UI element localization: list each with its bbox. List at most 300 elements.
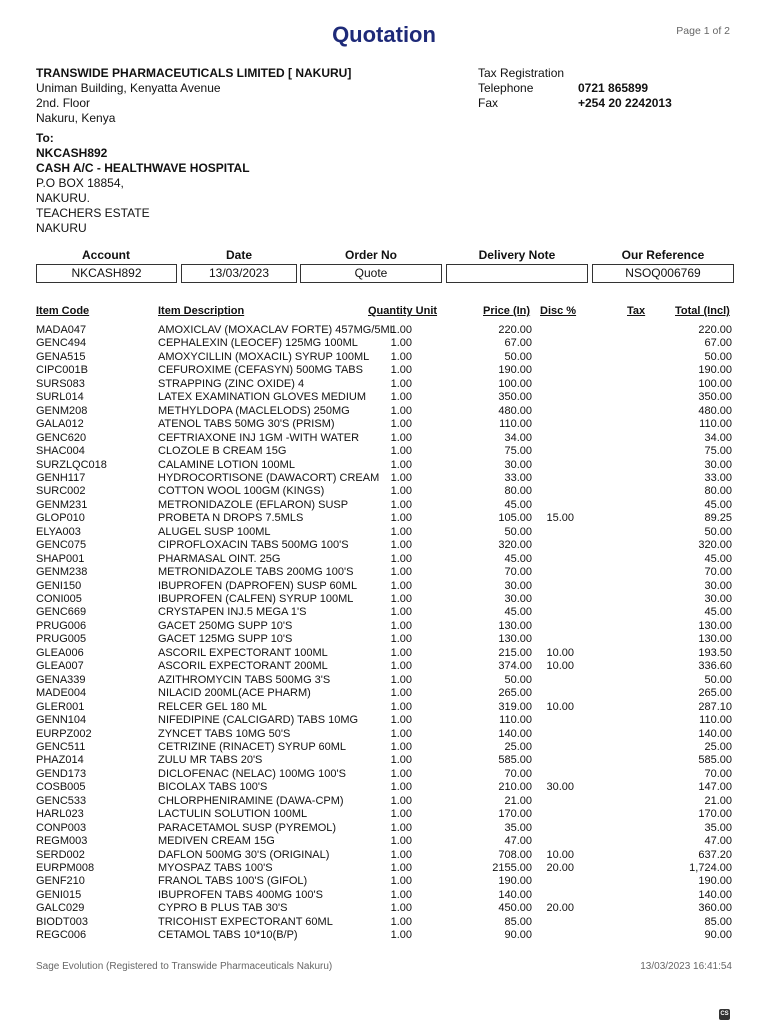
item-total: 33.00 — [704, 471, 732, 484]
item-total: 85.00 — [704, 915, 732, 928]
item-quantity: 1.00 — [390, 929, 412, 942]
item-price: 220.00 — [498, 324, 532, 336]
table-row — [0, 754, 768, 767]
item-total: 220.00 — [698, 324, 732, 336]
item-code: BIODT003 — [36, 915, 88, 928]
table-row — [0, 580, 768, 593]
item-total: 190.00 — [698, 364, 732, 377]
item-price: 80.00 — [504, 485, 532, 498]
item-code: GLOP010 — [36, 512, 85, 525]
item-quantity: 1.00 — [390, 915, 412, 928]
col-header-tax: Tax — [627, 305, 646, 317]
item-total: 45.00 — [704, 498, 732, 511]
table-row — [0, 902, 768, 915]
item-description: ZULU MR TABS 20'S — [158, 754, 263, 767]
item-total: 130.00 — [698, 633, 732, 646]
table-row — [0, 593, 768, 606]
item-quantity: 1.00 — [390, 767, 412, 780]
table-row — [0, 647, 768, 660]
table-row — [0, 862, 768, 875]
item-description: IBUPROFEN TABS 400MG 100'S — [158, 888, 323, 901]
item-quantity: 1.00 — [390, 566, 412, 579]
table-row — [0, 324, 768, 337]
item-price: 190.00 — [498, 875, 532, 888]
item-code: GENM231 — [36, 498, 88, 511]
item-description: CYPRO B PLUS TAB 30'S — [158, 902, 288, 915]
col-header-disc: Disc % — [540, 305, 577, 317]
table-row — [0, 822, 768, 835]
item-description: METRONIDAZOLE TABS 200MG 100'S — [158, 566, 354, 579]
item-code: CONI005 — [36, 593, 82, 605]
item-total: 350.00 — [698, 391, 732, 404]
item-code: GLEA007 — [36, 660, 84, 673]
item-discount: 10.00 — [546, 660, 574, 673]
item-total: 50.00 — [704, 673, 732, 686]
item-code: GENC669 — [36, 606, 87, 619]
table-row — [0, 875, 768, 888]
item-total: 193.50 — [698, 646, 732, 659]
item-code: GENC075 — [36, 539, 87, 552]
table-row — [0, 512, 768, 525]
item-description: STRAPPING (ZINC OXIDE) 4 — [158, 377, 305, 390]
table-row — [0, 337, 768, 350]
item-price: 47.00 — [504, 835, 532, 848]
item-total: 90.00 — [704, 929, 732, 942]
item-code: SHAP001 — [36, 552, 85, 565]
item-quantity: 1.00 — [390, 364, 412, 377]
item-code: CIPC001B — [36, 364, 88, 377]
table-row — [0, 728, 768, 741]
footer-timestamp: 13/03/2023 16:41:54 — [640, 961, 732, 972]
item-code: GENC511 — [36, 740, 86, 753]
item-code: GALC029 — [36, 902, 85, 915]
item-quantity: 1.00 — [390, 902, 412, 915]
table-row — [0, 741, 768, 754]
item-discount: 10.00 — [546, 700, 574, 713]
company-address-line: Uniman Building, Kenyatta Avenue — [36, 81, 221, 95]
item-total: 89.25 — [704, 512, 732, 525]
table-row — [0, 539, 768, 552]
table-row — [0, 687, 768, 700]
item-description: PARACETAMOL SUSP (PYREMOL) — [158, 821, 337, 834]
table-row — [0, 459, 768, 472]
table-row — [0, 606, 768, 619]
item-quantity: 1.00 — [390, 324, 412, 336]
item-description: ASCORIL EXPECTORANT 100ML — [158, 646, 328, 659]
item-price: 585.00 — [498, 754, 532, 767]
table-row — [0, 929, 768, 942]
item-total: 35.00 — [704, 821, 732, 834]
item-price: 110.00 — [499, 418, 532, 431]
item-description: MEDIVEN CREAM 15G — [158, 835, 275, 848]
item-total: 70.00 — [704, 566, 732, 579]
item-quantity: 1.00 — [390, 633, 412, 646]
item-price: 210.00 — [498, 781, 532, 794]
item-quantity: 1.00 — [390, 539, 412, 552]
col-header-item-description: Item Description — [158, 305, 245, 317]
item-code: GLEA006 — [36, 646, 84, 659]
item-total: 147.00 — [698, 781, 732, 794]
item-price: 34.00 — [504, 431, 532, 444]
item-price: 480.00 — [498, 404, 532, 417]
table-row — [0, 916, 768, 929]
item-code: GENI015 — [36, 888, 82, 901]
item-price: 350.00 — [498, 391, 532, 404]
item-code: GENI150 — [36, 579, 82, 592]
item-total: 360.00 — [698, 902, 732, 915]
item-quantity: 1.00 — [390, 445, 412, 458]
item-total: 30.00 — [704, 579, 732, 592]
item-discount: 10.00 — [546, 848, 574, 861]
item-code: SURL014 — [36, 391, 84, 404]
item-code: SURZLQC018 — [36, 458, 107, 471]
item-description: CETRIZINE (RINACET) SYRUP 60ML — [158, 740, 347, 753]
item-quantity: 1.00 — [390, 660, 412, 673]
item-code: MADA047 — [36, 324, 87, 336]
item-discount: 20.00 — [546, 902, 574, 915]
item-code: EURPZ002 — [36, 727, 92, 740]
to-label: To: — [36, 131, 54, 145]
item-quantity: 1.00 — [390, 835, 412, 848]
item-quantity: 1.00 — [390, 700, 412, 713]
item-quantity: 1.00 — [390, 350, 412, 363]
item-code: SURS083 — [36, 377, 85, 390]
table-row — [0, 364, 768, 377]
col-header-total: Total (Incl) — [675, 305, 730, 317]
item-total: 190.00 — [698, 875, 732, 888]
table-row — [0, 432, 768, 445]
item-price: 25.00 — [504, 740, 532, 753]
recipient-address-line: NAKURU. — [36, 191, 91, 205]
item-price: 67.00 — [504, 337, 532, 350]
item-quantity: 1.00 — [390, 673, 412, 686]
item-total: 67.00 — [704, 337, 732, 350]
item-description: GACET 250MG SUPP 10'S — [158, 619, 293, 632]
item-total: 110.00 — [699, 714, 732, 727]
item-total: 21.00 — [704, 794, 732, 807]
item-code: GENA515 — [36, 350, 86, 363]
tax-registration-label: Tax Registration — [478, 66, 565, 80]
item-description: METHYLDOPA (MACLELODS) 250MG — [158, 404, 350, 417]
item-code: GENA339 — [36, 673, 86, 686]
item-quantity: 1.00 — [390, 821, 412, 834]
item-price: 50.00 — [504, 525, 532, 538]
item-total: 25.00 — [704, 740, 732, 753]
our-reference-label: Our Reference — [621, 248, 705, 262]
item-description: FRANOL TABS 100'S (GIFOL) — [158, 875, 308, 888]
item-discount: 20.00 — [546, 862, 574, 874]
item-code: GENM238 — [36, 566, 88, 579]
item-description: CEFTRIAXONE INJ 1GM -WITH WATER — [158, 431, 360, 444]
item-description: CALAMINE LOTION 100ML — [158, 458, 295, 471]
item-code: HARL023 — [36, 808, 84, 821]
item-description: LACTULIN SOLUTION 100ML — [158, 808, 308, 821]
telephone-label: Telephone — [478, 81, 534, 95]
item-description: PROBETA N DROPS 7.5MLS — [158, 512, 304, 525]
item-price: 45.00 — [504, 606, 532, 619]
order-no-label: Order No — [344, 248, 397, 262]
item-description: DAFLON 500MG 30'S (ORIGINAL) — [158, 848, 330, 861]
cs-badge: CS — [719, 1009, 730, 1020]
footer-software: Sage Evolution (Registered to Transwide Pharmaceuticals Nakuru) — [36, 961, 333, 972]
delivery-note-label: Delivery Note — [478, 248, 556, 262]
item-quantity: 1.00 — [390, 794, 412, 807]
item-quantity: 1.00 — [390, 606, 412, 619]
tax-info-block — [478, 66, 738, 111]
item-quantity: 1.00 — [390, 498, 412, 511]
item-price: 90.00 — [504, 929, 532, 942]
item-description: HYDROCORTISONE (DAWACORT) CREAM — [158, 471, 380, 484]
item-price: 30.00 — [504, 458, 532, 471]
item-quantity: 1.00 — [390, 404, 412, 417]
item-code: GENH117 — [36, 471, 86, 484]
table-row — [0, 768, 768, 781]
item-code: MADE004 — [36, 687, 87, 700]
item-total: 110.00 — [699, 418, 732, 431]
fax-value: +254 20 2242013 — [578, 96, 672, 110]
item-total: 34.00 — [704, 431, 732, 444]
item-price: 130.00 — [498, 633, 532, 646]
item-total: 50.00 — [704, 525, 732, 538]
item-description: CIPROFLOXACIN TABS 500MG 100'S — [158, 539, 349, 552]
item-quantity: 1.00 — [390, 808, 412, 821]
item-code: GEND173 — [36, 767, 87, 780]
item-description: CEFUROXIME (CEFASYN) 500MG TABS — [158, 364, 363, 377]
item-description: IBUPROFEN (CALFEN) SYRUP 100ML — [158, 593, 354, 605]
item-price: 130.00 — [498, 619, 532, 632]
item-total: 30.00 — [704, 593, 732, 605]
item-code: GENF210 — [36, 875, 85, 888]
item-total: 80.00 — [704, 485, 732, 498]
item-price: 70.00 — [504, 767, 532, 780]
table-row — [0, 889, 768, 902]
item-code: SHAC004 — [36, 445, 85, 458]
item-price: 170.00 — [498, 808, 532, 821]
item-total: 47.00 — [704, 835, 732, 848]
item-total: 70.00 — [704, 767, 732, 780]
table-row — [0, 633, 768, 646]
item-quantity: 1.00 — [390, 458, 412, 471]
recipient-address-line: NAKURU — [36, 221, 87, 235]
item-description: ALUGEL SUSP 100ML — [158, 525, 271, 538]
item-price: 50.00 — [504, 673, 532, 686]
item-price: 450.00 — [498, 902, 532, 915]
recipient-block — [36, 131, 250, 236]
item-description: NILACID 200ML(ACE PHARM) — [158, 687, 311, 700]
item-description: CRYSTAPEN INJ.5 MEGA 1'S — [158, 606, 307, 619]
item-price: 100.00 — [498, 377, 532, 390]
item-price: 45.00 — [504, 498, 532, 511]
item-code: GENC533 — [36, 794, 87, 807]
item-price: 35.00 — [504, 821, 532, 834]
telephone-value: 0721 865899 — [578, 81, 649, 95]
item-description: IBUPROFEN (DAPROFEN) SUSP 60ML — [158, 579, 358, 592]
item-price: 708.00 — [498, 848, 532, 861]
item-total: 480.00 — [698, 404, 732, 417]
item-description: GACET 125MG SUPP 10'S — [158, 633, 293, 646]
table-row — [0, 849, 768, 862]
item-quantity: 1.00 — [390, 337, 412, 350]
item-price: 265.00 — [498, 687, 532, 700]
item-description: RELCER GEL 180 ML — [158, 700, 268, 713]
item-price: 75.00 — [504, 445, 532, 458]
item-price: 2155.00 — [492, 862, 532, 874]
recipient-address-line: TEACHERS ESTATE — [36, 206, 150, 220]
document-title: Quotation — [332, 22, 436, 47]
item-discount: 30.00 — [546, 781, 574, 794]
item-quantity: 1.00 — [390, 431, 412, 444]
item-total: 140.00 — [698, 727, 732, 740]
company-address-line: Nakuru, Kenya — [36, 111, 116, 125]
item-code: PRUG005 — [36, 633, 87, 646]
item-description: ZYNCET TABS 10MG 50'S — [158, 727, 291, 740]
fax-label: Fax — [478, 96, 499, 110]
col-header-price: Price (In) — [483, 305, 531, 317]
table-row — [0, 808, 768, 821]
item-price: 190.00 — [498, 364, 532, 377]
table-row — [0, 795, 768, 808]
col-header-item-code: Item Code — [36, 305, 90, 317]
item-total: 50.00 — [704, 350, 732, 363]
item-description: PHARMASAL OINT. 25G — [158, 552, 281, 565]
item-description: CEPHALEXIN (LEOCEF) 125MG 100ML — [158, 337, 358, 350]
our-reference-box: NSOQ006769 — [592, 264, 734, 283]
account-label: Account — [82, 248, 130, 262]
item-quantity: 1.00 — [390, 485, 412, 498]
item-description: TRICOHIST EXPECTORANT 60ML — [158, 915, 333, 928]
item-description: CETAMOL TABS 10*10(B/P) — [158, 929, 298, 942]
item-price: 140.00 — [498, 727, 532, 740]
company-block — [36, 66, 351, 126]
item-quantity: 1.00 — [390, 593, 412, 605]
item-code: CONP003 — [36, 821, 87, 834]
item-price: 45.00 — [504, 552, 532, 565]
table-row — [0, 553, 768, 566]
item-quantity: 1.00 — [390, 740, 412, 753]
item-code: GALA012 — [36, 418, 84, 431]
date-label: Date — [225, 248, 252, 262]
item-total: 585.00 — [698, 754, 732, 767]
table-row — [0, 418, 768, 431]
item-quantity: 1.00 — [390, 875, 412, 888]
item-price: 215.00 — [498, 646, 532, 659]
table-row — [0, 472, 768, 485]
item-code: GENM208 — [36, 404, 88, 417]
item-total: 45.00 — [704, 552, 732, 565]
table-row — [0, 701, 768, 714]
item-code: GENC494 — [36, 337, 87, 350]
table-row — [0, 835, 768, 848]
item-price: 320.00 — [498, 539, 532, 552]
table-row — [0, 714, 768, 727]
item-quantity: 1.00 — [390, 781, 412, 794]
item-price: 30.00 — [504, 593, 532, 605]
item-quantity: 1.00 — [390, 646, 412, 659]
item-description: NIFEDIPINE (CALCIGARD) TABS 10MG — [158, 714, 359, 727]
item-description: AMOXICLAV (MOXACLAV FORTE) 457MG/5ML — [158, 324, 396, 336]
table-row — [0, 499, 768, 512]
item-total: 1,724.00 — [689, 862, 732, 874]
item-code: GLER001 — [36, 700, 85, 713]
item-description: MYOSPAZ TABS 100'S — [158, 862, 273, 874]
item-quantity: 1.00 — [390, 888, 412, 901]
item-code: PRUG006 — [36, 619, 87, 632]
item-description: CHLORPHENIRAMINE (DAWA-CPM) — [158, 794, 344, 807]
recipient-name: CASH A/C - HEALTHWAVE HOSPITAL — [36, 161, 250, 175]
item-discount: 15.00 — [546, 512, 574, 525]
item-total: 170.00 — [698, 808, 732, 821]
item-description: CLOZOLE B CREAM 15G — [158, 445, 287, 458]
company-address-line: 2nd. Floor — [36, 96, 91, 110]
item-quantity: 1.00 — [390, 391, 412, 404]
item-total: 100.00 — [698, 377, 732, 390]
table-row — [0, 405, 768, 418]
item-total: 75.00 — [704, 445, 732, 458]
table-row — [0, 351, 768, 364]
table-row — [0, 485, 768, 498]
company-name: TRANSWIDE PHARMACEUTICALS LIMITED [ NAKURU] — [36, 66, 352, 80]
item-price: 105.00 — [498, 512, 532, 525]
item-quantity: 1.00 — [390, 377, 412, 390]
item-description: METRONIDAZOLE (EFLARON) SUSP — [158, 498, 349, 511]
item-total: 130.00 — [698, 619, 732, 632]
item-total: 287.10 — [698, 700, 732, 713]
table-row — [0, 566, 768, 579]
item-price: 319.00 — [498, 700, 532, 713]
table-row — [0, 378, 768, 391]
account-box: NKCASH892 — [36, 264, 177, 283]
item-total: 30.00 — [704, 458, 732, 471]
item-total: 265.00 — [698, 687, 732, 700]
item-total: 45.00 — [704, 606, 732, 619]
item-price: 70.00 — [504, 566, 532, 579]
item-quantity: 1.00 — [390, 727, 412, 740]
table-row — [0, 391, 768, 404]
item-quantity: 1.00 — [390, 471, 412, 484]
table-row — [0, 620, 768, 633]
table-row — [0, 526, 768, 539]
item-quantity: 1.00 — [390, 619, 412, 632]
item-price: 21.00 — [504, 794, 532, 807]
item-price: 140.00 — [498, 888, 532, 901]
item-quantity: 1.00 — [390, 525, 412, 538]
table-row — [0, 674, 768, 687]
item-code: SURC002 — [36, 485, 86, 498]
page-number: Page 1 of 2 — [676, 25, 730, 37]
order-no-box: Quote — [300, 264, 442, 283]
item-description: ASCORIL EXPECTORANT 200ML — [158, 660, 328, 673]
item-total: 637.20 — [698, 848, 732, 861]
item-code: REGM003 — [36, 835, 88, 848]
item-quantity: 1.00 — [390, 848, 412, 861]
item-quantity: 1.00 — [390, 862, 412, 874]
item-description: AZITHROMYCIN TABS 500MG 3'S — [158, 673, 331, 686]
item-code: GENN104 — [36, 714, 87, 727]
item-total: 140.00 — [698, 888, 732, 901]
item-quantity: 1.00 — [390, 418, 412, 431]
item-code: GENC620 — [36, 431, 87, 444]
item-code: ELYA003 — [36, 525, 81, 538]
item-description: AMOXYCILLIN (MOXACIL) SYRUP 100ML — [158, 350, 370, 363]
item-price: 33.00 — [504, 471, 532, 484]
item-quantity: 1.00 — [390, 687, 412, 700]
item-code: COSB005 — [36, 781, 86, 794]
col-header-quantity-unit: Quantity Unit — [368, 305, 438, 317]
delivery-note-box — [446, 264, 588, 283]
item-code: EURPM008 — [36, 862, 95, 874]
item-price: 30.00 — [504, 579, 532, 592]
item-quantity: 1.00 — [390, 552, 412, 565]
